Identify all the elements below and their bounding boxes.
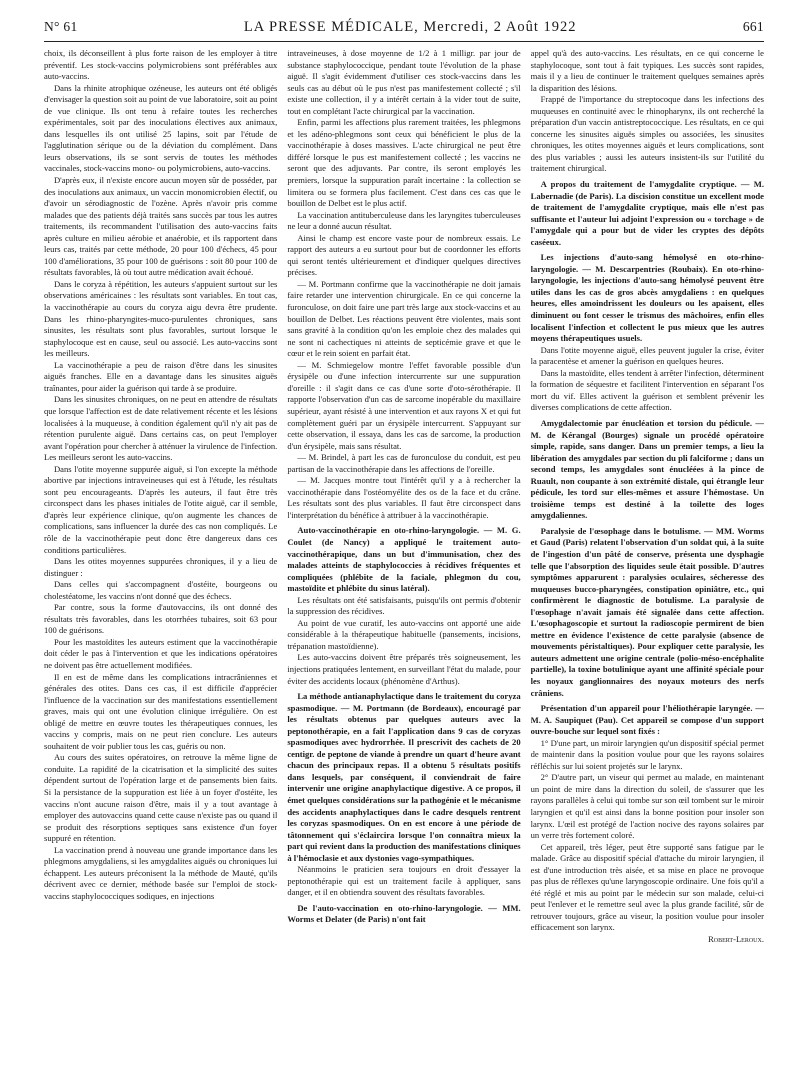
paragraph: appel qu'à des auto-vaccins. Les résultats, en ce qui concerne le staphylocoque, sont tout à fait typiques. Les succès sont rapides, mais il y a lieu de continuer le traitement quelques semaines après la disparition des lésions. <box>530 48 764 93</box>
article-columns <box>44 48 764 1076</box>
paragraph: Robert-Leroux. <box>708 934 764 945</box>
paragraph: intraveineuses, à dose moyenne de 1/2 à 1 milligr. par jour de substance staphylococcique, pendant toute l'évolution de la phase aiguë. Il s'agit évidemment d'utiliser ces stock-vaccins dans les seuls cas au début où le pus n'est pas manifestement collecté ; s'il existe une collection, il y a intérêt certain à la vider tout de suite, tout en complétant l'acte chirurgical par la vaccination. <box>287 48 521 116</box>
paragraph: Néanmoins le praticien sera toujours en droit d'essayer la peptonothérapie qui est un traitement facile à appliquer, sans danger, et il en obtiendra souvent des résultats favorables. <box>287 864 521 898</box>
section-heading-paragraph: Présentation d'un appareil pour l'héliothérapie laryngée. — M. A. Saupiquet (Pau). Cet appareil se compose d'un support ouvre-bouche sur lequel sont fixés : <box>530 703 764 737</box>
paragraph: La vaccination antituberculeuse dans les laryngites tuberculeuses ne leur a donné aucun résultat. <box>287 209 521 232</box>
section-heading-paragraph: A propos du traitement de l'amygdalite cryptique. — M. Labernadie (de Paris). La discision constitue un excellent mode de traitement de l'amygdalite cryptique, mais elle n'est pas suffisante et l'auteur lui adjoint l'expression ou « torchage » de l'amygdale qui a pour but de vider les cryptes des dépôts caséeux. <box>530 179 764 247</box>
paragraph: Au cours des suites opératoires, on retrouve la même ligne de conduite. La rapidité de la cicatrisation et la simplicité des suites dépendent surtout de l'opération large et de pansements bien faits. Si la persistance de la suppuration est liée à un foyer d'ostéite, les vaccins n'ont aucune raison d'être, mais il y a tout avantage à employer des autovaccins quand cette cause n'existe pas ou quand il se produit des résorptions septiques sans existence d'un foyer suppuré en rétention. <box>44 752 278 844</box>
paragraph: Il en est de même dans les complications intracrâniennes et générales des otites. Dans ces cas, il est difficile d'apprécier l'influence de la vaccination sur des manifestations essentiellement graves, mais qui ont une évolution clinique irrégulière. On est obligé de mettre en œuvre toutes les thérapeutiques connues, les vaccins y compris, mais on ne peut rien conclure. Les auteurs souhaitent de voir publier tous les cas, guéris ou non. <box>44 671 278 751</box>
column-3 <box>531 48 764 1076</box>
section-heading-paragraph: Les injections d'auto-sang hémolysé en oto-rhino-laryngologie. — M. Descarpentries (Roubaix). En oto-rhino-laryngologie, les injections d'auto-sang hémolysé peuvent être utiles dans les cas de gros abcès amygdaliens : en quelques heures, elles amoindrissent les douleurs ou les apaisent, elles diminuent ou font cesser le trismus des mâchoires, enfin elles localisent l'infection et collectent le pus mieux que les autres moyens thérapeutiques usuels. <box>530 252 764 344</box>
column-2 <box>287 48 520 1076</box>
paragraph: choix, ils déconseillent à plus forte raison de les employer à titre préventif. Les stock-vaccins polymicrobiens sont préférables aux auto-vaccins. <box>44 48 278 82</box>
page-header <box>44 19 764 39</box>
section-heading-paragraph: La méthode antianaphylactique dans le traitement du coryza spasmodique. — M. Portmann (de Bordeaux), encouragé par les résultats obtenus par quelques auteurs avec la peptonothérapie, en a fait l'application dans 9 cas de coryzas spasmodiques avec hydrorrhée. Il prescrivit des cachets de 20 centigr. de peptone de viande à prendre un quart d'heure avant chacun des principaux repas. Il a obtenu 5 résultats positifs dans lesquels, par conséquent, il conviendrait de faire intervenir une origine anaphylactique digestive. A ce propos, il émet quelques considérations sur la pathogénie et le mécanisme des accidents anaphylactiques dans le cadre desquels rentrent les coryzas spasmodiques. On en est encore à une période de tâtonnement qui s'éclaircira lorsque l'on connaîtra mieux la part qui revient dans la production des manifestations cliniques à l'hémoclasie et aux dystonies vago-sympathiques. <box>287 691 521 863</box>
paragraph: Dans l'otite moyenne suppurée aiguë, si l'on excepte la méthode abortive par injections intraveineuses qui est à l'étude, les résultats sont peu encourageants. D'après les auteurs, il faut être très circonspect dans les phases initiales de l'otite aiguë, car il semble, d'après leur expérience clinique, qu'on augmente les chances de complications, sans influencer la durée des cas non compliqués. Le rôle de la vaccinothérapie peut donc être dangereux dans ces conditions particulières. <box>44 463 278 555</box>
paragraph: Dans celles qui s'accompagnent d'ostéite, bourgeons ou cholestéatome, les vaccins n'ont donné que des échecs. <box>44 579 278 601</box>
paragraph: Les résultats ont été satisfaisants, puisqu'ils ont permis d'obtenir la suppression des récidives. <box>287 594 521 617</box>
paragraph: La vaccination prend à nouveau une grande importance dans les phlegmons amygdaliens, si les amygdalites aiguës ou chroniques lui échappent. Les auteurs préconisent la la méthode de Mauté, qu'ils décrivent avec ce dernier, méthode basée sur l'emploi de stock-vaccins staphylococciques sodiques, en injections <box>44 844 278 901</box>
page-number: 661 <box>742 19 764 34</box>
paragraph: D'après eux, il n'existe encore aucun moyen sûr de posséder, par des inoculations aux animaux, un vaccin monomicrobien électif, ou d'avoir un sérodiagnostic de l'ozène. Après n'avoir pris comme malades que des patients déjà traités sans succès par tous les autres traitements, ils recommandent l'utilisation des auto-vaccins faits après culture en milieu aérobie et anaérobie, et ils rapportent dans leurs cas, traités par cette méthode, 20 pour 100 d'échecs, 45 pour 100 d'améliorations, 35 pour 100 de guérisons : soit 80 pour 100 de résultats favorables, là où tout autre médication avait échoué. <box>44 175 278 278</box>
journal-title: LA PRESSE MÉDICALE, Mercredi, 2 Août 1922 <box>243 19 577 35</box>
paragraph: Dans la mastoïdite, elles tendent à arrêter l'infection, déterminent la formation de séquestre et facilitent l'intervention en séparant l'os mort du vif. Elles activent la guérison et semblent prévenir les diverses complications de cette affection. <box>530 367 764 413</box>
section-heading-paragraph: Auto-vaccinothérapie en oto-rhino-laryngologie. — M. G. Coulet (de Nancy) a appliqué le traitement auto-vaccinothérapique, dans un but d'immunisation, chez des malades atteints de staphylococcies à récidives fréquentes et compliquées (phlébite de la faciale, phlegmon du cou, mastoïdite et phlébite du sinus latéral). <box>287 525 521 594</box>
paragraph: — M. Brindel, à part les cas de furonculose du conduit, est peu partisan de la vaccinothérapie dans les affections de l'oreille. <box>287 452 521 474</box>
issue-number: N° 61 <box>44 19 78 34</box>
paragraph: Dans le coryza à répétition, les auteurs s'appuient surtout sur les observations américaines : les résultats sont variables. En tout cas, la vaccinothérapie au cours du coryza aigu devra être prudente. Dans les rhino-pharyngites-muco-purulentes chroniques, sans sinusites, les résultats sont plus favorables, surtout lorsque le staphylocoque est en cause, seul ou associé. Les auto-vaccins sont les meilleurs. <box>44 278 278 359</box>
paragraph: Dans la rhinite atrophique ozéneuse, les auteurs ont été obligés d'envisager la question soit au point de vue laboratoire, soit au point de vue clinique. Ils ont tenu à refaire toutes les recherches expérimentales, soit par des inoculations électives aux animaux, dans lesquelles ils ont utilisé 25 lapins, soit par l'étude de l'agglutination sérique ou de la déviation du complément. Dans leurs observations, ils se sont servis de toutes les méthodes vaccinales, stock-vaccins mono- ou polymicrobiens, auto-vaccins. <box>44 82 278 174</box>
paragraph: Frappé de l'importance du streptocoque dans les infections des muqueuses en continuité avec le rhinopharynx, ils ont recherché la préparation d'un vaccin antistreptococcique. Les résultats, en ce qui concerne les sinusites aiguës simples ou associées, les sinusites chroniques, les otites moyennes aiguës et leurs complications, sont des plus variables ; aussi les auteurs insistent-ils sur l'utilité du traitement chirurgical. <box>530 94 764 174</box>
section-heading-paragraph: Paralysie de l'œsophage dans le botulisme. — MM. Worms et Gaud (Paris) relatent l'observation d'un soldat qui, à la suite de l'ingestion d'un pâté de conserve, présenta une dysphagie telle que l'absorption des liquides seule était possible. D'autres symptômes apparurent : paralysies oculaires, sécheresse des muqueuses bucco-pharyngées, constipation opiniâtre, etc., qui confirmèrent le diagnostic de botulisme. La paralysie de l'œsophage n'avait jamais été signalée dans cette affection. L'œsophagoscopie et surtout la radioscopie permirent de bien mettre en évidence l'existence de cette paralysie (absence de mouvements péristaltiques). Pour expliquer cette paralysie, les auteurs admettent une origine centrale (polio-méso-encéphalite partielle), la toxine botulinique ayant une affinité spéciale pour les noyaux ganglionnaires des noyaux moteurs des nerfs crâniens. <box>530 525 764 698</box>
section-heading-paragraph: Amygdalectomie par énucléation et torsion du pédicule. — M. de Kérangal (Bourges) signale un procédé opératoire simple, rapide, sans danger. Dans un premier temps, a lieu la libération des amygdales par section du pli falciforme ; dans un second temps, les amygdales sont énucléées à la pince de Ruault, non coupante à son extrémité distale, qui étrangle leur pédicule, les tord sur elles-mêmes et assure l'hémostase. Un troisième temps est destiné à la toilette des loges amygdaliennes. <box>530 417 764 521</box>
paragraph: La vaccinothérapie a peu de raison d'être dans les sinusites aiguës franches. Elle en a davantage dans les sinusites aiguës traînantes, pour aider la guérison qui tarde à se produire. <box>44 359 278 393</box>
paragraph: Cet appareil, très léger, peut être supporté sans fatigue par le malade. Grâce au dispositif spécial d'attache du miroir laryngien, il est d'une introduction très aisée, et sa mise en place ne provoque pas plus de réflexes qu'une laryngoscopie ordinaire. Une fois qu'il a été réglé et mis au point par le médecin sur son malade, celui-ci peut l'enlever et le remettre seul avec la plus grande facilité, sûr de retrouver toujours, grâce au viseur, la position voulue pour insoler efficacement son larynx. <box>530 841 764 933</box>
paragraph: Dans les otites moyennes suppurées chroniques, il y a lieu de distinguer : <box>44 556 278 578</box>
paragraph: — M. Portmann confirme que la vaccinothérapie ne doit jamais faire retarder une intervention chirurgicale. En ce qui concerne la furonculose, on doit faire une part très large aux stock-vaccins et au bouillon de Delbet. Les réactions peuvent être violentes, mais sont sans gravité à la condition qu'on les emploie chez des malades qui ne sont ni cachectiques ni atteints de septicémie grave et que le cœur et le rein soient en parfait état. <box>287 278 521 359</box>
paragraph: Les auto-vaccins doivent être préparés très soigneusement, les injections pratiquées lentement, en surveillant l'état du malade, pour éviter des accidents locaux (phénomène d'Arthus). <box>287 652 521 686</box>
column-1 <box>44 48 277 1076</box>
header-rule <box>44 41 764 42</box>
paragraph: Pour les mastoïdites les auteurs estiment que la vaccinothérapie doit céder le pas à l'intervention et que les indications opératoires ne doivent pas être actuellement modifiées. <box>44 636 278 670</box>
paragraph: 2° D'autre part, un viseur qui permet au malade, en maintenant un point de mire dans la direction du soleil, de s'assurer que les rayons parallèles à celui qui tombe sur son œil tombent sur le miroir laryngien et qu'il est ainsi dans la bonne position pour insoler son larynx. L'œil est protégé de l'action nocive des rayons solaires par un verre très fortement coloré. <box>530 772 764 841</box>
paragraph: Au point de vue curatif, les auto-vaccins ont apporté une aide considérable à la thérapeutique habituelle (pansements, incisions, trépanation mastoïdienne). <box>287 617 521 651</box>
section-heading-paragraph: De l'auto-vaccination en oto-rhino-laryngologie. — MM. Worms et Delater (de Paris) n'ont fait <box>287 902 521 925</box>
paragraph: Par contre, sous la forme d'autovaccins, ils ont donné des résultats très favorables, dans les otorrhées tubaires, soit 63 pour 100 de guérisons. <box>44 602 278 636</box>
paragraph: — M. Jacques montre tout l'intérêt qu'il y a à rechercher la vaccinothérapie dans l'ostéomyélite des os de la face et du crâne. Les résultats sont des plus variables. Il faut être circonspect dans l'interprétation du bénéfice à attribuer à la vaccinothérapie. <box>287 475 521 520</box>
paragraph: — M. Schmiegelow montre l'effet favorable possible d'un érysipèle ou d'une infection intercurrente sur une suppuration d'oreille : il s'agit dans ce cas d'une sorte d'oto-sérothérapie. Il rapporte l'observation d'un cas de sarcome inopérable du maxillaire supérieur, ayant résisté à une intervention et aux rayons X et qui fut complètement guéri par un érysipèle intercurrent. S'appuyant sur cette observation, il essaya, dans les cas de sarcome, la production d'un érysipèle, mais sans résultat. <box>287 359 521 451</box>
paragraph: 1° D'une part, un miroir laryngien qu'un dispositif spécial permet de maintenir dans la position voulue pour que les rayons solaires réfléchis sur lui soient projetés sur le larynx. <box>530 737 764 771</box>
paragraph: Dans l'otite moyenne aiguë, elles peuvent juguler la crise, éviter la paracentèse et amener la guérison en quelques heures. <box>530 344 764 367</box>
paragraph: Dans les sinusites chroniques, on ne peut en attendre de résultats que lorsque l'affection est de date relativement récente et les lésions localisées à la muqueuse, à condition également qu'il n'y ait pas de rétention purulente aiguë. Dans certains cas, on peut l'employer avant l'opération pour chercher à atténuer la virulence de l'infection. Les meilleurs seront les auto-vaccins. <box>44 394 278 463</box>
paragraph: Ainsi le champ est encore vaste pour de nombreux essais. Le rapport des auteurs a eu surtout pour but de coordonner les efforts qui seront tentés ultérieurement et d'indiquer quelques directives précises. <box>287 232 521 278</box>
paragraph: Enfin, parmi les affections plus rarement traitées, les phlegmons et les adéno-phlegmons sont ceux qui bénéficient le plus de la vaccinothérapie à doses massives. L'acte chirurgical ne peut être différé lorsque le pus est manifestement collecté ; les vaccins ne seront que des adjuvants. Par contre, ils seront employés les premiers, lorsque la suppuration paraît incertaine : la collection se limitera ou se formera plus facilement. C'est dans ces cas que le bouillon de Delbet est le plus actif. <box>287 117 521 209</box>
